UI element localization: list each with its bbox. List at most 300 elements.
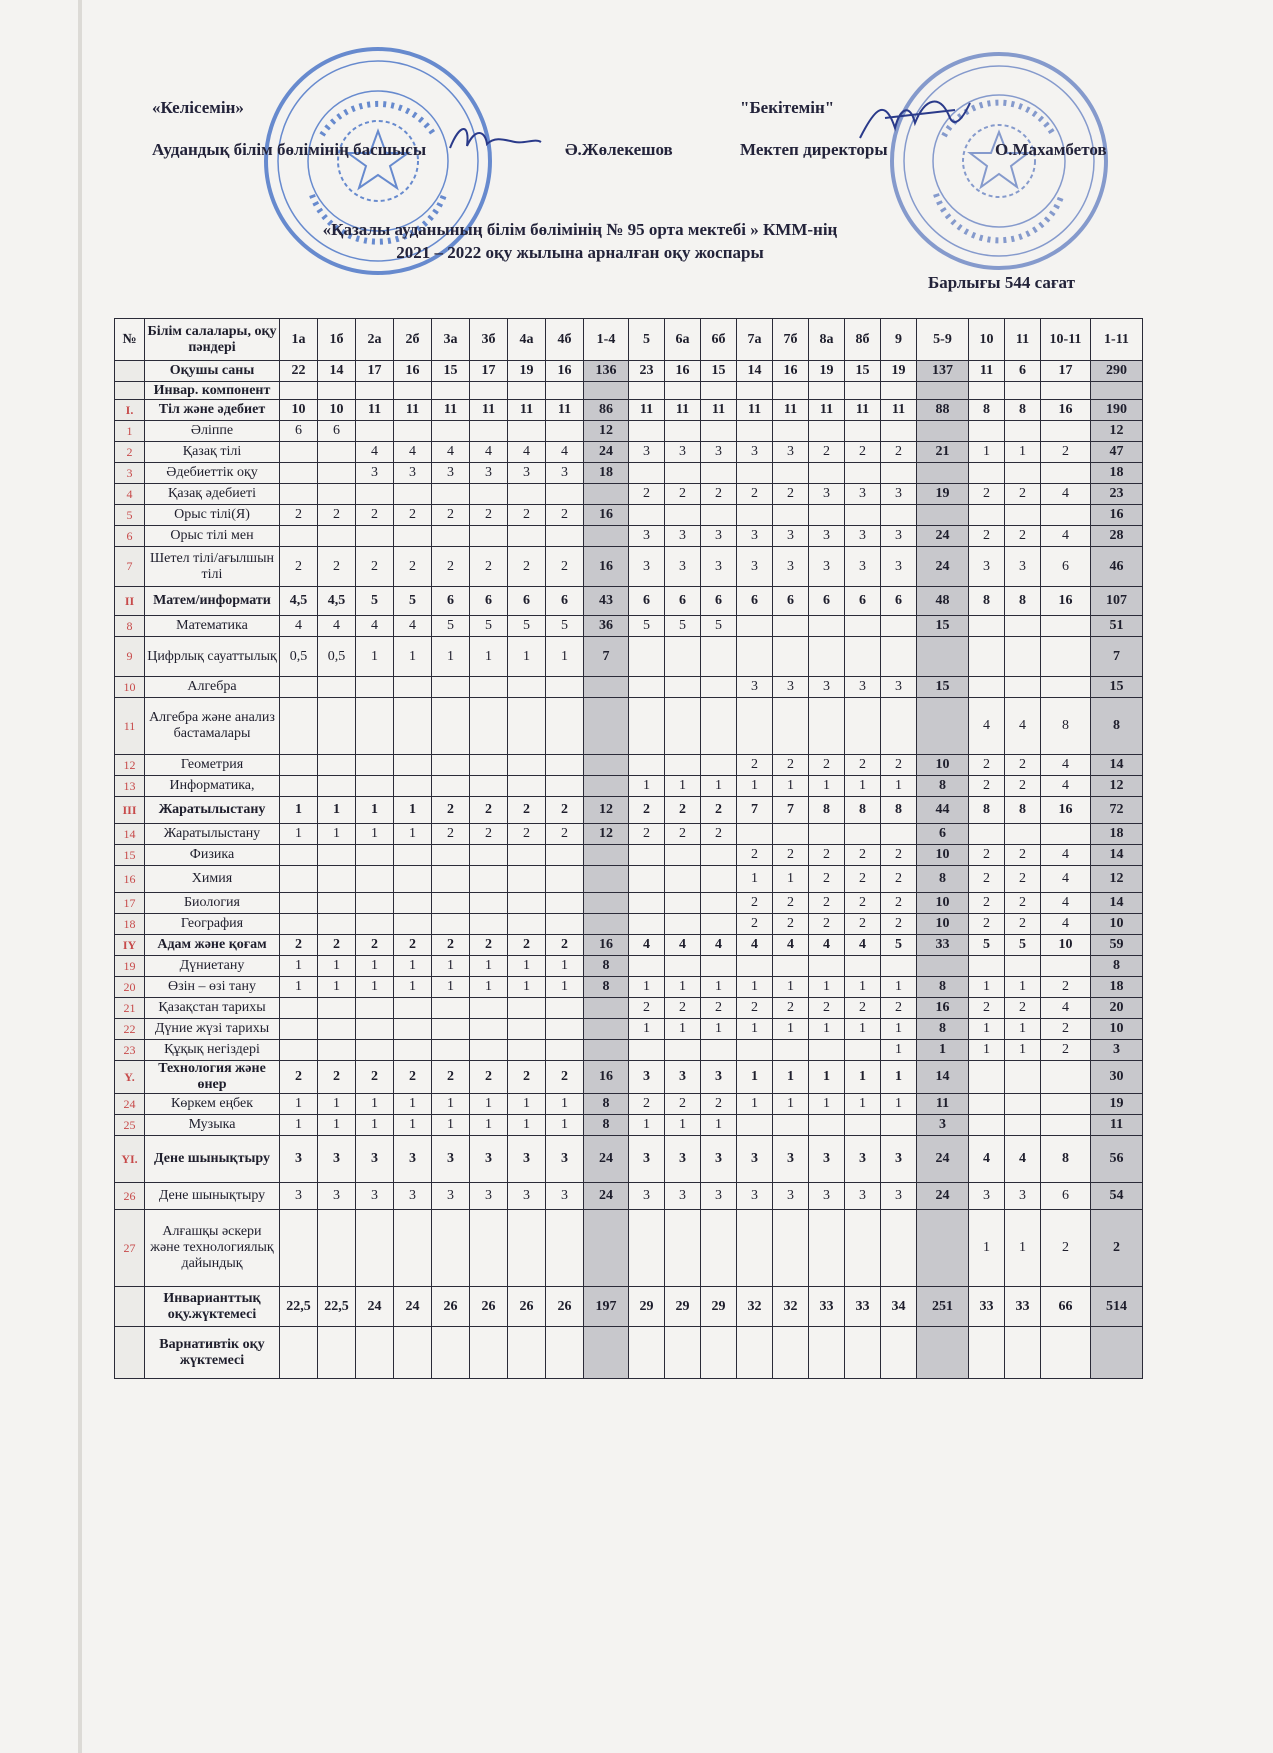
hours-cell: 86 <box>584 400 629 421</box>
hours-cell: 2 <box>546 935 584 956</box>
hours-cell <box>737 463 773 484</box>
document-title-line2: 2021 – 2022 оқу жылына арналған оқу жоспары <box>396 243 764 262</box>
hours-cell: 2 <box>318 935 356 956</box>
subject-name: Дүние жүзі тарихы <box>145 1019 280 1040</box>
hours-cell <box>1005 1115 1041 1136</box>
hours-cell: 5 <box>432 616 470 637</box>
hours-cell <box>432 484 470 505</box>
row-number: 1 <box>115 421 145 442</box>
hours-cell <box>881 421 917 442</box>
hours-cell: 6 <box>773 587 809 616</box>
hours-cell: 1 <box>1005 1019 1041 1040</box>
hours-cell: 8 <box>881 797 917 824</box>
hours-cell <box>508 526 546 547</box>
hours-cell: 6 <box>1005 361 1041 382</box>
hours-cell <box>394 1040 432 1061</box>
hours-cell: 8 <box>969 797 1005 824</box>
hours-cell: 4 <box>969 698 1005 755</box>
hours-cell <box>917 382 969 400</box>
hours-cell: 36 <box>584 616 629 637</box>
hours-cell <box>584 893 629 914</box>
hours-cell <box>546 1327 584 1379</box>
hours-cell: 4 <box>280 616 318 637</box>
hours-cell <box>394 845 432 866</box>
hours-cell: 1 <box>809 1019 845 1040</box>
table-row <box>115 1183 1143 1210</box>
hours-cell: 8 <box>584 1115 629 1136</box>
hours-cell: 3 <box>546 463 584 484</box>
hours-cell: 3 <box>845 484 881 505</box>
hours-cell: 20 <box>1091 998 1143 1019</box>
hours-cell: 4 <box>809 935 845 956</box>
hours-cell <box>773 698 809 755</box>
hours-cell <box>394 1019 432 1040</box>
hours-cell <box>280 776 318 797</box>
hours-cell: 4 <box>1005 698 1041 755</box>
hours-cell: 1 <box>508 637 546 677</box>
row-number: III <box>115 797 145 824</box>
column-header: 6б <box>701 319 737 361</box>
hours-cell: 1 <box>356 824 394 845</box>
hours-cell: 11 <box>845 400 881 421</box>
hours-cell: 1 <box>737 776 773 797</box>
hours-cell <box>629 505 665 526</box>
hours-cell: 2 <box>845 755 881 776</box>
row-number <box>115 361 145 382</box>
table-row <box>115 797 1143 824</box>
hours-cell: 17 <box>1041 361 1091 382</box>
hours-cell: 2 <box>1005 998 1041 1019</box>
table-row <box>115 824 1143 845</box>
hours-cell <box>546 698 584 755</box>
hours-cell <box>394 998 432 1019</box>
column-header: 4а <box>508 319 546 361</box>
hours-cell <box>845 463 881 484</box>
hours-cell: 4 <box>1041 845 1091 866</box>
row-number: 20 <box>115 977 145 998</box>
table-row <box>115 1094 1143 1115</box>
hours-cell <box>1041 1327 1091 1379</box>
hours-cell <box>394 484 432 505</box>
hours-cell <box>881 505 917 526</box>
subject-name: Музыка <box>145 1115 280 1136</box>
hours-cell: 2 <box>845 442 881 463</box>
hours-cell <box>508 845 546 866</box>
hours-cell <box>809 382 845 400</box>
row-number: 24 <box>115 1094 145 1115</box>
hours-cell: 8 <box>584 977 629 998</box>
hours-cell: 1 <box>432 1115 470 1136</box>
hours-cell: 4 <box>394 616 432 637</box>
hours-cell: 1 <box>773 1094 809 1115</box>
hours-cell: 1 <box>356 956 394 977</box>
hours-cell: 2 <box>629 484 665 505</box>
right-position: Мектеп директоры <box>740 140 888 159</box>
hours-cell: 12 <box>1091 866 1143 893</box>
hours-cell <box>508 914 546 935</box>
hours-cell <box>701 755 737 776</box>
hours-cell: 28 <box>1091 526 1143 547</box>
hours-cell: 2 <box>1005 526 1041 547</box>
hours-cell <box>881 637 917 677</box>
hours-cell <box>917 463 969 484</box>
hours-cell <box>1005 1094 1041 1115</box>
hours-cell: 1 <box>470 1094 508 1115</box>
hours-cell: 3 <box>701 442 737 463</box>
hours-cell: 2 <box>969 866 1005 893</box>
column-header: 3а <box>432 319 470 361</box>
hours-cell <box>665 677 701 698</box>
hours-cell <box>809 1210 845 1287</box>
hours-cell <box>1041 637 1091 677</box>
hours-cell: 1 <box>881 1061 917 1094</box>
hours-cell: 1 <box>701 977 737 998</box>
hours-cell <box>546 677 584 698</box>
hours-cell: 3 <box>881 526 917 547</box>
hours-cell <box>917 956 969 977</box>
hours-cell <box>809 637 845 677</box>
hours-cell: 1 <box>470 956 508 977</box>
hours-cell: 2 <box>969 893 1005 914</box>
hours-cell <box>546 845 584 866</box>
hours-cell <box>356 526 394 547</box>
hours-cell: 6 <box>470 587 508 616</box>
subject-name: Өзін – өзі тану <box>145 977 280 998</box>
hours-cell: 1 <box>701 1019 737 1040</box>
hours-cell: 24 <box>917 526 969 547</box>
hours-cell <box>280 1210 318 1287</box>
hours-cell: 11 <box>1091 1115 1143 1136</box>
subject-name: Информатика, <box>145 776 280 797</box>
table-row <box>115 382 1143 400</box>
hours-cell <box>701 463 737 484</box>
hours-cell: 11 <box>470 400 508 421</box>
hours-cell <box>881 616 917 637</box>
hours-cell: 24 <box>917 547 969 587</box>
hours-cell: 3 <box>881 547 917 587</box>
subject-name: Қазақстан тарихы <box>145 998 280 1019</box>
hours-cell <box>969 677 1005 698</box>
hours-cell <box>280 755 318 776</box>
hours-cell: 1 <box>809 1094 845 1115</box>
hours-cell <box>809 505 845 526</box>
row-number: 25 <box>115 1115 145 1136</box>
row-number: 7 <box>115 547 145 587</box>
hours-cell <box>1041 1061 1091 1094</box>
subject-name: Дене шынықтыру <box>145 1136 280 1183</box>
hours-cell: 3 <box>773 1136 809 1183</box>
hours-cell <box>629 382 665 400</box>
hours-cell: 3 <box>881 484 917 505</box>
hours-cell: 8 <box>969 400 1005 421</box>
left-signature <box>445 118 545 158</box>
hours-cell: 2 <box>969 914 1005 935</box>
hours-cell: 29 <box>629 1287 665 1327</box>
hours-cell <box>969 637 1005 677</box>
hours-cell: 24 <box>584 1183 629 1210</box>
hours-cell: 8 <box>917 776 969 797</box>
hours-cell: 2 <box>1005 866 1041 893</box>
hours-cell <box>1041 463 1091 484</box>
hours-cell <box>1005 463 1041 484</box>
hours-cell: 1 <box>1005 1040 1041 1061</box>
hours-cell <box>1005 1327 1041 1379</box>
hours-cell <box>432 893 470 914</box>
hours-cell <box>1041 616 1091 637</box>
table-row <box>115 587 1143 616</box>
column-header: 1а <box>280 319 318 361</box>
hours-cell: 2 <box>280 1061 318 1094</box>
hours-cell: 5 <box>356 587 394 616</box>
hours-cell: 1 <box>629 1115 665 1136</box>
hours-cell <box>917 637 969 677</box>
subject-name: Алгебра <box>145 677 280 698</box>
row-number: 18 <box>115 914 145 935</box>
hours-cell: 2 <box>809 893 845 914</box>
hours-cell: 16 <box>546 361 584 382</box>
table-row <box>115 935 1143 956</box>
hours-cell <box>546 421 584 442</box>
hours-cell: 2 <box>701 1094 737 1115</box>
hours-cell <box>665 1327 701 1379</box>
hours-cell: 6 <box>845 587 881 616</box>
hours-cell <box>629 421 665 442</box>
hours-cell <box>508 484 546 505</box>
table-row <box>115 845 1143 866</box>
hours-cell <box>356 677 394 698</box>
hours-cell: 1 <box>394 956 432 977</box>
hours-cell: 24 <box>356 1287 394 1327</box>
hours-cell: 3 <box>809 526 845 547</box>
subject-name: Матем/информати <box>145 587 280 616</box>
hours-cell: 2 <box>1041 442 1091 463</box>
table-row <box>115 755 1143 776</box>
hours-cell <box>701 914 737 935</box>
hours-cell <box>584 382 629 400</box>
hours-cell <box>280 893 318 914</box>
hours-cell <box>356 1327 394 1379</box>
hours-cell: 2 <box>969 484 1005 505</box>
hours-cell: 3 <box>845 677 881 698</box>
hours-cell: 11 <box>881 400 917 421</box>
hours-cell: 15 <box>432 361 470 382</box>
hours-cell <box>1005 382 1041 400</box>
hours-cell <box>470 776 508 797</box>
hours-cell: 14 <box>1091 893 1143 914</box>
hours-cell <box>508 1327 546 1379</box>
hours-cell: 1 <box>470 637 508 677</box>
hours-cell <box>917 421 969 442</box>
hours-cell <box>280 382 318 400</box>
hours-cell <box>881 382 917 400</box>
hours-cell <box>394 382 432 400</box>
hours-cell: 2 <box>546 824 584 845</box>
hours-cell: 1 <box>665 977 701 998</box>
hours-cell <box>969 421 1005 442</box>
hours-cell <box>356 1210 394 1287</box>
hours-cell: 5 <box>394 587 432 616</box>
hours-cell <box>584 755 629 776</box>
hours-cell <box>665 1040 701 1061</box>
hours-cell <box>470 1019 508 1040</box>
row-number: 21 <box>115 998 145 1019</box>
hours-cell <box>280 463 318 484</box>
row-number: 15 <box>115 845 145 866</box>
hours-cell <box>845 824 881 845</box>
hours-cell: 3 <box>881 1136 917 1183</box>
hours-cell <box>470 677 508 698</box>
hours-cell <box>280 1327 318 1379</box>
hours-cell: 1 <box>546 1094 584 1115</box>
hours-cell <box>432 1040 470 1061</box>
column-header: 1б <box>318 319 356 361</box>
hours-cell: 2 <box>665 797 701 824</box>
hours-cell <box>318 677 356 698</box>
left-name: Ә.Жөлекешов <box>565 140 673 159</box>
hours-cell: 4,5 <box>318 587 356 616</box>
subject-name: Оқушы саны <box>145 361 280 382</box>
hours-cell <box>1005 637 1041 677</box>
hours-cell <box>546 484 584 505</box>
hours-cell <box>546 776 584 797</box>
hours-cell: 1 <box>356 977 394 998</box>
hours-cell <box>969 1327 1005 1379</box>
hours-cell <box>1041 382 1091 400</box>
hours-cell: 18 <box>1091 463 1143 484</box>
hours-cell: 1 <box>701 776 737 797</box>
hours-cell: 0,5 <box>280 637 318 677</box>
hours-cell: 1 <box>1005 977 1041 998</box>
hours-cell <box>508 421 546 442</box>
hours-cell: 3 <box>508 1183 546 1210</box>
hours-cell <box>1041 505 1091 526</box>
subject-name: Адам және қоғам <box>145 935 280 956</box>
hours-cell <box>394 893 432 914</box>
column-header: 10 <box>969 319 1005 361</box>
hours-cell: 22,5 <box>280 1287 318 1327</box>
hours-cell <box>508 1210 546 1287</box>
hours-cell: 3 <box>701 1061 737 1094</box>
hours-cell: 6 <box>318 421 356 442</box>
row-number <box>115 382 145 400</box>
hours-cell: 2 <box>1091 1210 1143 1287</box>
hours-cell <box>584 1210 629 1287</box>
hours-cell <box>665 914 701 935</box>
hours-cell: 29 <box>701 1287 737 1327</box>
hours-cell: 4 <box>470 442 508 463</box>
hours-cell: 2 <box>546 797 584 824</box>
hours-cell: 3 <box>629 1183 665 1210</box>
hours-cell: 24 <box>584 442 629 463</box>
table-row <box>115 893 1143 914</box>
hours-cell: 2 <box>969 998 1005 1019</box>
hours-cell <box>881 463 917 484</box>
hours-cell: 11 <box>737 400 773 421</box>
hours-cell: 11 <box>356 400 394 421</box>
hours-cell: 4 <box>1041 866 1091 893</box>
hours-cell: 48 <box>917 587 969 616</box>
table-row <box>115 1019 1143 1040</box>
column-header: 10-11 <box>1041 319 1091 361</box>
hours-cell <box>356 776 394 797</box>
hours-cell: 3 <box>1005 547 1041 587</box>
hours-cell <box>508 776 546 797</box>
table-row <box>115 400 1143 421</box>
hours-cell <box>737 1210 773 1287</box>
hours-cell <box>737 382 773 400</box>
subject-name: География <box>145 914 280 935</box>
table-row <box>115 956 1143 977</box>
hours-cell: 2 <box>546 1061 584 1094</box>
hours-cell: 1 <box>356 1094 394 1115</box>
hours-cell: 2 <box>1005 776 1041 797</box>
document-title-line1: «Қазалы ауданының білім бөлімінің № 95 орта мектебі » КММ-нің <box>322 220 838 239</box>
hours-cell: 16 <box>1091 505 1143 526</box>
hours-cell <box>546 755 584 776</box>
hours-cell: 251 <box>917 1287 969 1327</box>
hours-cell: 2 <box>881 998 917 1019</box>
hours-cell <box>737 421 773 442</box>
hours-cell: 8 <box>809 797 845 824</box>
hours-cell: 1 <box>280 797 318 824</box>
hours-cell <box>665 421 701 442</box>
hours-cell: 11 <box>394 400 432 421</box>
hours-cell: 8 <box>1005 797 1041 824</box>
hours-cell: 26 <box>470 1287 508 1327</box>
hours-cell <box>1041 956 1091 977</box>
hours-cell: 33 <box>1005 1287 1041 1327</box>
hours-cell <box>629 914 665 935</box>
hours-cell: 4 <box>1005 1136 1041 1183</box>
hours-cell: 4 <box>1041 776 1091 797</box>
hours-cell <box>318 382 356 400</box>
hours-cell: 3 <box>737 1136 773 1183</box>
hours-cell: 3 <box>508 1136 546 1183</box>
hours-cell: 6 <box>629 587 665 616</box>
hours-cell: 4 <box>845 935 881 956</box>
column-header: 8б <box>845 319 881 361</box>
hours-cell: 1 <box>432 1094 470 1115</box>
hours-cell: 0,5 <box>318 637 356 677</box>
hours-cell: 2 <box>737 755 773 776</box>
hours-cell <box>508 998 546 1019</box>
hours-cell <box>356 914 394 935</box>
hours-cell <box>845 421 881 442</box>
hours-cell: 4 <box>318 616 356 637</box>
hours-cell: 1 <box>845 776 881 797</box>
hours-cell: 1 <box>773 866 809 893</box>
hours-cell <box>809 1040 845 1061</box>
hours-cell <box>969 616 1005 637</box>
column-header: 5 <box>629 319 665 361</box>
hours-cell <box>470 698 508 755</box>
hours-cell <box>280 526 318 547</box>
hours-cell <box>280 1019 318 1040</box>
hours-cell: 2 <box>881 893 917 914</box>
hours-cell <box>737 637 773 677</box>
hours-cell: 11 <box>665 400 701 421</box>
hours-cell: 16 <box>1041 587 1091 616</box>
hours-cell: 8 <box>1005 587 1041 616</box>
hours-cell <box>701 1040 737 1061</box>
hours-cell <box>584 1327 629 1379</box>
hours-cell: 2 <box>508 505 546 526</box>
hours-cell <box>629 698 665 755</box>
hours-cell: 18 <box>1091 977 1143 998</box>
hours-cell <box>629 677 665 698</box>
row-number: 13 <box>115 776 145 797</box>
hours-cell: 2 <box>1041 1019 1091 1040</box>
